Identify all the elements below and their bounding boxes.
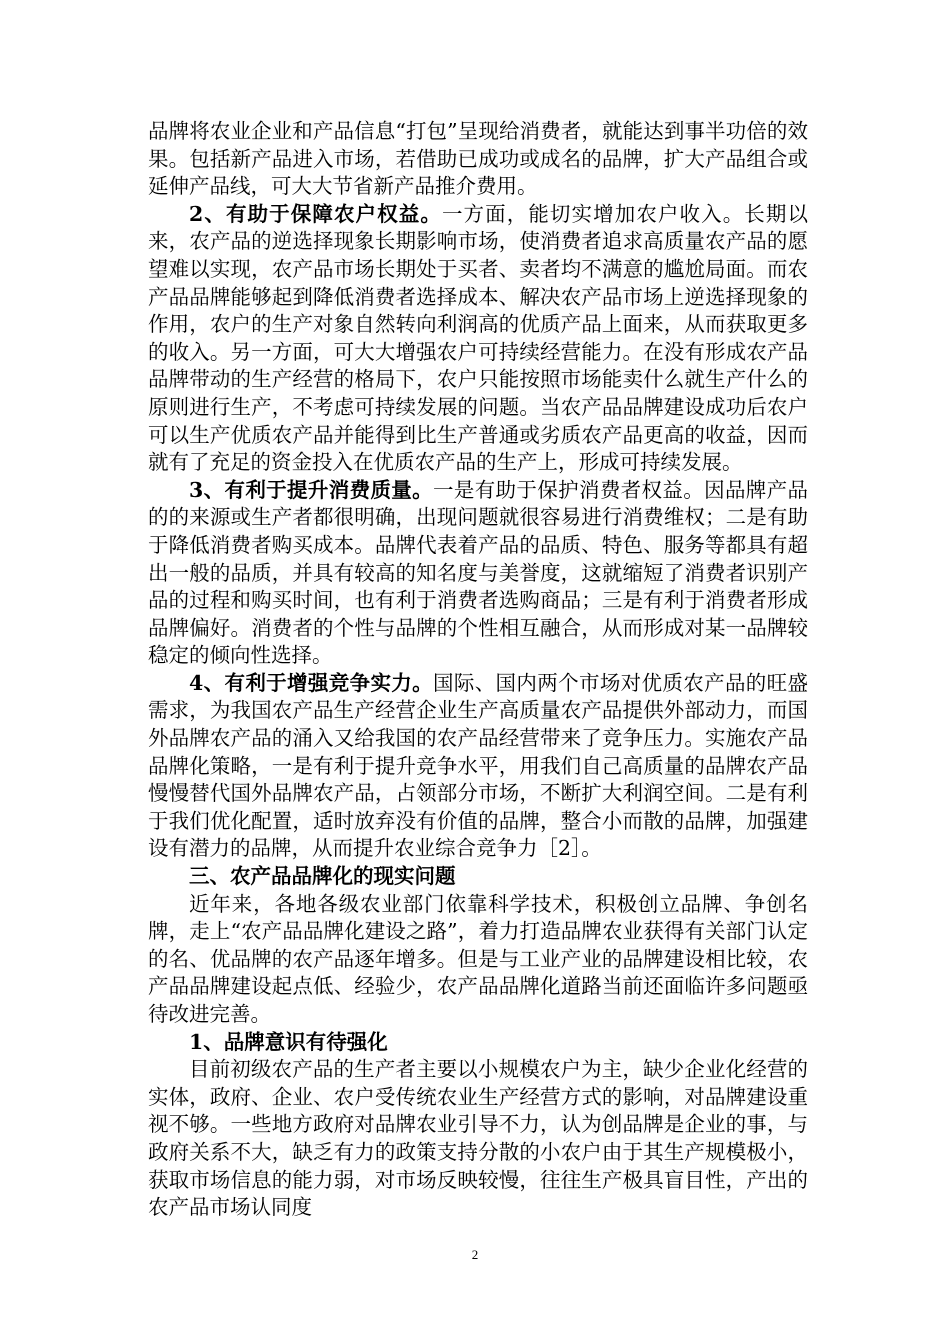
paragraph-competitiveness [148,670,808,863]
paragraph-text: 品牌将农业企业和产品信息“打包”呈现给消费者，就能达到事半功倍的效果。包括新产品进入市场，若借助已成功或成名的品牌，扩大产品组合或延伸产品线，可大大节省新产品推介费用。 [148,119,808,199]
page-number: 2 [471,1247,479,1262]
paragraph-text: 一是有助于保护消费者权益。因品牌产品的的来源或生产者都很明确，出现问题就很容易进行消费维权；二是有助于降低消费者购买成本。品牌代表着产品的品质、特色、服务等都具有超出一般的品质，并具有较高的知名度与美誉度，这就缩短了消费者识别产品的过程和购买时间，也有利于消费者选购商品；三是有利于消费者形成品牌偏好。消费者的个性与品牌的个性相互融合，从而形成对某一品牌较稳定的倾向性选择。 [148,477,808,668]
section-heading-practical-problems [148,863,808,891]
paragraph-small-farmers [148,1056,808,1222]
paragraph-text: 国际、国内两个市场对优质农产品的旺盛需求，为我国农产品生产经营企业生产高质量农产品提供外部动力，而国外品牌农产品的涌入又给我国的农产品经营带来了竞争压力。实施农产品品牌化策略，一是有利于提升竞争水平，用我们自己高质量的品牌农产品慢慢替代国外品牌农产品，占领部分市场，不断扩大利润空间。二是有利于我们优化配置，适时放弃没有价值的品牌，整合小而散的品牌，加强建设有潜力的品牌，从而提升农业综合竞争力［2］。 [148,670,808,861]
paragraph-text: 近年来，各地各级农业部门依靠科学技术，积极创立品牌、争创名牌，走上“农产品品牌化建设之路”，着力打造品牌农业获得有关部门认定的名、优品牌的农产品逐年增多。但是与工业产业的品牌建设相比较，农产品品牌建设起点低、经验少，农产品品牌化道路当前还面临许多问题亟待改进完善。 [148,891,808,1026]
paragraph-farmer-rights [148,201,808,477]
subsection-heading-brand-awareness [148,1029,808,1057]
paragraph-consumer-quality [148,477,808,670]
paragraph-text: 目前初级农产品的生产者主要以小规模农户为主，缺少企业化经营的实体，政府、企业、农户受传统农业生产经营方式的影响，对品牌建设重视不够。一些地方政府对品牌农业引导不力，认为创品牌是企业的事，与政府关系不大，缺乏有力的政策支持分散的小农户由于其生产规模极小，获取市场信息的能力弱，对市场反映较慢，往往生产极具盲目性，产出的农产品市场认同度 [148,1057,808,1220]
subsection-heading: 1、品牌意识有待强化 [189,1029,388,1054]
paragraph-heading: 3、有利于提升消费质量。 [189,477,433,502]
section-heading: 三、农产品品牌化的现实问题 [189,864,456,889]
paragraph-brand-packaging [148,118,808,201]
paragraph-recent-years [148,891,808,1029]
paragraph-text: 一方面，能切实增加农户收入。长期以来，农产品的逆选择现象长期影响市场，使消费者追求高质量农产品的愿望难以实现，农产品市场长期处于买者、卖者均不满意的尴尬局面。而农产品品牌能够起到降低消费者选择成本、解决农产品市场上逆选择现象的作用，农户的生产对象自然转向利润高的优质产品上面来，从而获取更多的收入。另一方面，可大大增强农户可持续经营能力。在没有形成农产品品牌带动的生产经营的格局下，农户只能按照市场能卖什么就生产什么的原则进行生产，不考虑可持续发展的问题。当农产品品牌建设成功后农户可以生产优质农产品并能得到比生产普通或劣质农产品更高的收益，因而就有了充足的资金投入在优质农产品的生产上，形成可持续发展。 [148,201,808,475]
paragraph-heading: 2、有助于保障农户权益。 [189,201,442,226]
document-body [148,118,808,1222]
paragraph-heading: 4、有利于增强竞争实力。 [189,670,433,695]
